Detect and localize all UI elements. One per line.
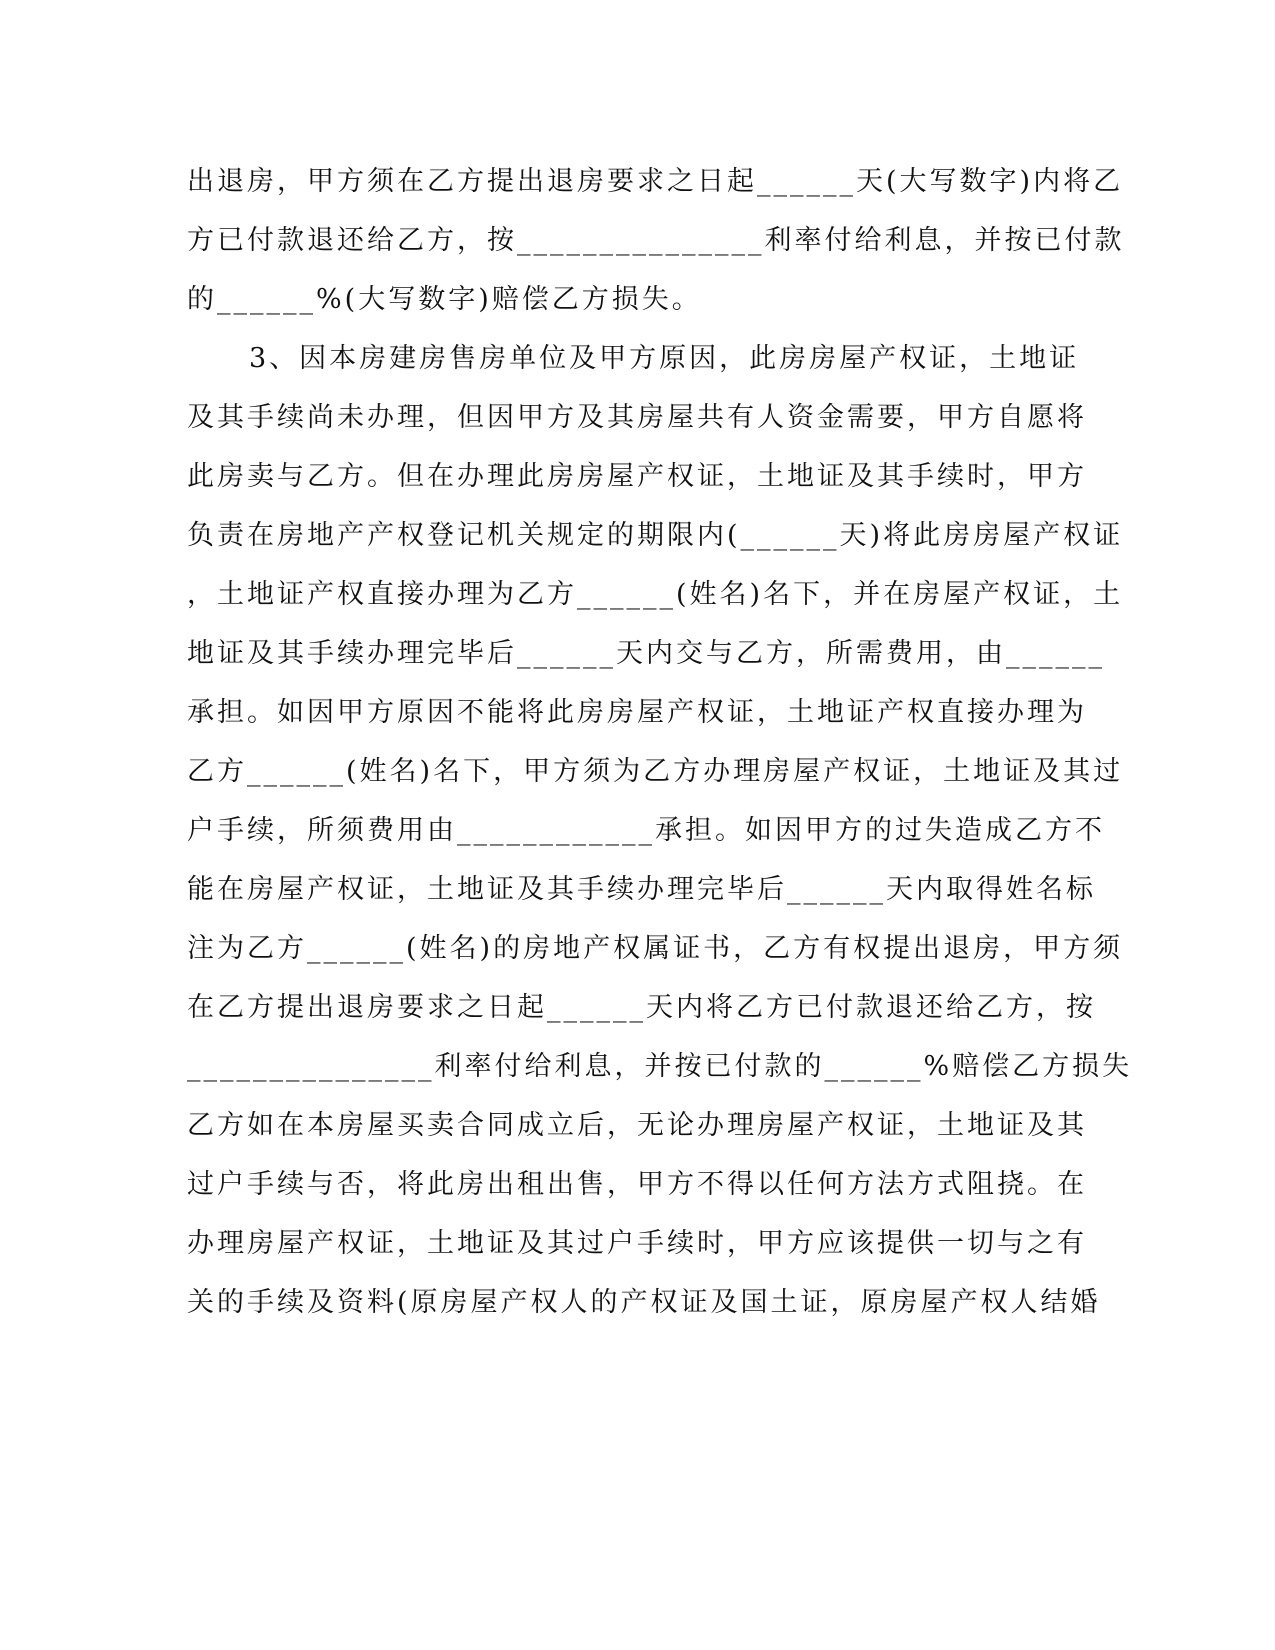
text-line-9: 地证及其手续办理完毕后______天内交与乙方，所需费用，由______ (187, 638, 1105, 669)
text-line-17: 乙方如在本房屋买卖合同成立后，无论办理房屋产权证，土地证及其 (187, 1110, 1087, 1141)
text-line-7: 负责在房地产产权登记机关规定的期限内(______天)将此房房屋产权证 (187, 520, 1124, 551)
text-line-8: ，土地证产权直接办理为乙方______(姓名)名下，并在房屋产权证，土 (187, 579, 1124, 610)
text-line-15: 在乙方提出退房要求之日起______天内将乙方已付款退还给乙方，按 (187, 992, 1096, 1023)
text-line-2: 方已付款退还给乙方，按_______________利率付给利息，并按已付款 (187, 225, 1125, 256)
text-line-6: 此房卖与乙方。但在办理此房房屋产权证，土地证及其手续时，甲方 (187, 461, 1087, 492)
text-line-16: _______________利率付给利息，并按已付款的______%赔偿乙方损失 (187, 1051, 1133, 1082)
text-line-3: 的______%(大写数字)赔偿乙方损失。 (187, 284, 702, 315)
text-line-14: 注为乙方______(姓名)的房地产权属证书，乙方有权提出退房，甲方须 (187, 933, 1124, 964)
text-line-18: 过户手续与否，将此房出租出售，甲方不得以任何方法方式阻挠。在 (187, 1169, 1087, 1200)
text-line-13: 能在房屋产权证，土地证及其手续办理完毕后______天内取得姓名标 (187, 874, 1096, 905)
text-line-11: 乙方______(姓名)名下，甲方须为乙方办理房屋产权证，土地证及其过 (187, 756, 1124, 787)
text-line-5: 及其手续尚未办理，但因甲方及其房屋共有人资金需要，甲方自愿将 (187, 402, 1087, 433)
text-line-10: 承担。如因甲方原因不能将此房房屋产权证，土地证产权直接办理为 (187, 697, 1087, 728)
text-line-12: 户手续，所须费用由____________承担。如因甲方的过失造成乙方不 (187, 815, 1105, 846)
text-line-19: 办理房屋产权证，土地证及其过户手续时，甲方应该提供一切与之有 (187, 1228, 1087, 1259)
text-line-4: 3、因本房建房售房单位及甲方原因，此房房屋产权证，土地证 (249, 343, 1080, 374)
text-line-20: 关的手续及资料(原房屋产权人的产权证及国土证，原房屋产权人结婚 (187, 1287, 1101, 1318)
text-line-1: 出退房，甲方须在乙方提出退房要求之日起______天(大写数字)内将乙 (187, 166, 1124, 197)
